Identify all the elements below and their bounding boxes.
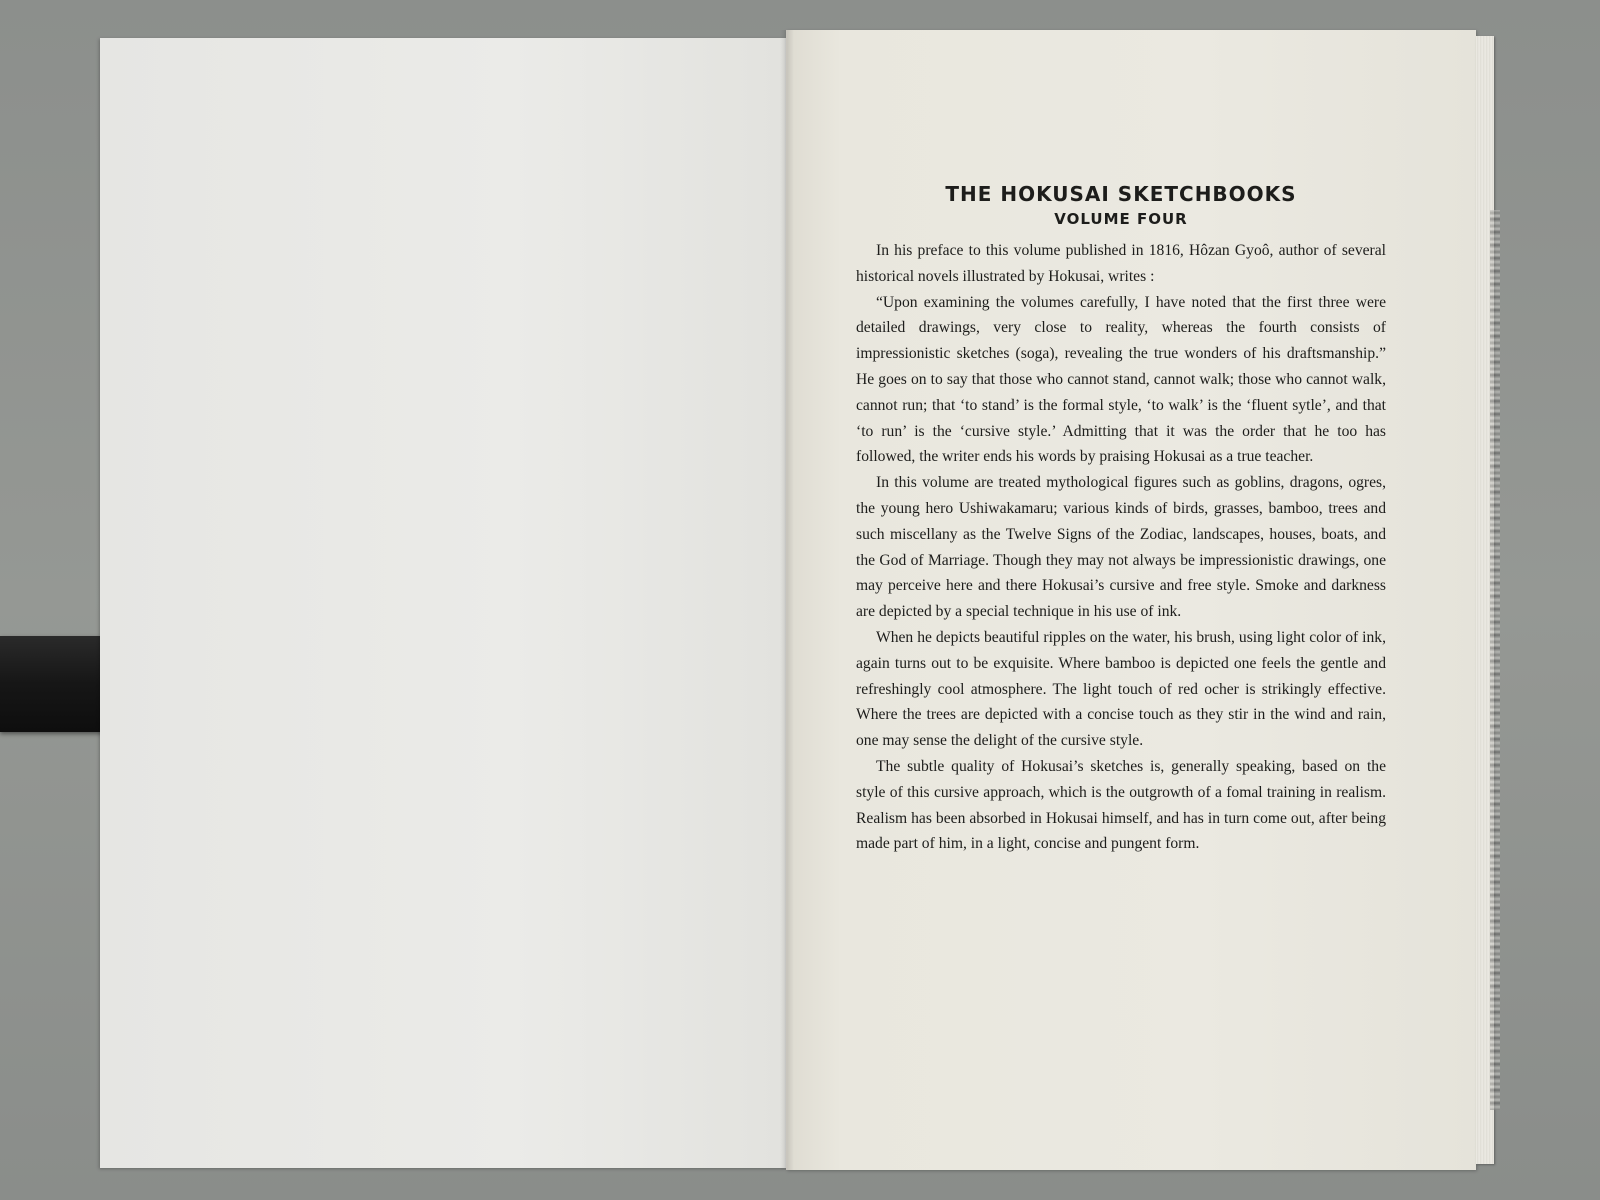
page-subtitle: VOLUME FOUR (1054, 210, 1188, 228)
page-title: THE HOKUSAI SKETCHBOOKS (945, 182, 1297, 206)
left-page-blank (100, 38, 786, 1168)
cover-edge (1490, 210, 1500, 1110)
paragraph-3: In this volume are treated mythological figures such as goblins, dragons, ogres, the young hero Ushiwakamaru; various kinds of birds, grasses, bamboo, trees and such miscellany as the Twelve Signs of the Zodiac, landscapes, houses, boats, and the God of Marriage. Though they may not always be impressionistic drawings, one may perceive here and there Hokusai’s cursive and free style. Smoke and darkness are depicted by a special technique in his use of ink. (856, 474, 1386, 621)
paragraph-4: When he depicts beautiful ripples on the water, his brush, using light color of ink, again turns out to be exquisite. Where bamboo is depicted one feels the gentle and refreshingly cool atmosphere. The light touch of red ocher is strikingly effective. Where the trees are depicted with a concise touch as they stir in the wind and rain, one may sense the delight of the cursive style. (856, 628, 1386, 750)
book-spine (780, 30, 794, 1170)
binder-clip (0, 636, 110, 732)
paragraph-5: The subtle quality of Hokusai’s sketches is, generally speaking, based on the style of this cursive approach, which is the outgrowth of a fomal training in realism. Realism has been absorbed in Hokusai himself, and has in turn come out, after being made part of him, in a light, concise and pungent form. (856, 757, 1386, 853)
paragraph-1: In his preface to this volume published in 1816, Hôzan Gyoô, author of several historical novels illustrated by Hokusai, writes : (856, 242, 1386, 285)
open-book (100, 30, 1494, 1170)
page-text (856, 180, 1386, 857)
paragraph-2: “Upon examining the volumes carefully, I have noted that the first three were detailed drawings, very close to reality, whereas the fourth consists of impressionistic sketches (soga), revealing the true wonders of his draftsmanship.” He goes on to say that those who cannot stand, cannot walk; those who cannot walk, cannot run; that ‘to stand’ is the formal style, ‘to walk’ is the ‘fluent sytle’, and that ‘to run’ is the ‘cursive style.’ Admitting that it was the order that he too has followed, the writer ends his words by praising Hokusai as a true teacher. (856, 293, 1386, 466)
